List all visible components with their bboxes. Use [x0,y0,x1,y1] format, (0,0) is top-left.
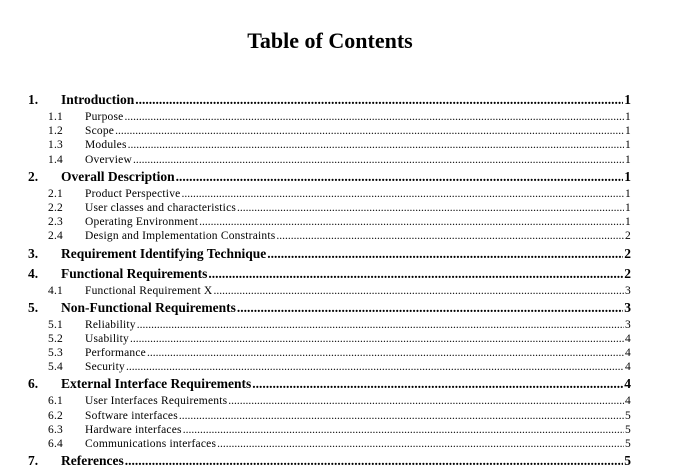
toc-entry-label: Functional Requirements [61,265,208,281]
toc-entry-number: 2.3 [48,216,63,229]
toc-entry-subsection[interactable] [28,319,631,333]
toc-entry-page: 3 [625,284,631,297]
toc-entry-subsection[interactable] [28,202,631,216]
toc-entry-label: User classes and characteristics [85,201,237,214]
toc-entry-subsection[interactable] [28,111,631,125]
toc-entry-section[interactable] [28,300,631,319]
toc-entry-label: Reliability [85,318,136,331]
toc-entry-number: 5.4 [48,361,63,374]
dot-leader [125,453,624,469]
toc-entry-section[interactable] [28,92,631,111]
toc-entry-number: 6.2 [48,409,63,422]
toc-entry-subsection[interactable] [28,395,631,409]
toc-entry-section[interactable] [28,246,631,265]
toc-entry-label: Overview [85,153,132,166]
toc-entry-number: 5.1 [48,318,63,331]
toc-entry-page: 1 [624,168,631,184]
toc-entry-label: Overall Description [61,168,175,184]
toc-entry-page: 1 [625,153,631,166]
toc-entry-label: Hardware interfaces [85,423,182,436]
toc-entry-number: 4.1 [48,284,63,297]
toc-entry-subsection[interactable] [28,154,631,168]
toc-entry-label: Security [85,361,125,374]
toc-entry-section[interactable] [28,453,631,472]
toc-entry-number: 1.3 [48,139,63,152]
dot-leader [135,92,623,108]
toc-entry-label: User Interfaces Requirements [85,395,228,408]
dot-leader [147,347,624,359]
toc-entry-page: 2 [625,230,631,243]
toc-entry-subsection[interactable] [28,230,631,244]
toc-entry-section[interactable] [28,376,631,395]
page-title: Table of Contents [247,28,413,53]
toc-entry-page: 1 [624,92,631,107]
toc-entry-page: 5 [625,438,631,450]
toc-entry-page: 5 [625,409,631,422]
toc-entry-label: Scope [85,125,115,138]
toc-entry-page: 1 [625,201,631,214]
toc-entry-subsection[interactable] [28,333,631,347]
dot-leader [228,395,624,407]
toc-entry-number: 6.3 [48,423,63,436]
table-of-contents [28,91,631,472]
dot-leader [183,424,624,436]
toc-entry-page: 4 [625,347,631,360]
toc-entry-subsection[interactable] [28,216,631,230]
toc-entry-number: 4. [28,265,39,281]
toc-entry-page: 4 [625,332,631,345]
toc-entry-number: 2.2 [48,201,63,214]
toc-entry-number: 2. [28,168,39,184]
toc-entry-subsection[interactable] [28,347,631,361]
toc-entry-section[interactable] [28,169,631,188]
toc-entry-label: Modules [85,139,127,152]
toc-entry-subsection[interactable] [28,438,631,452]
dot-leader [252,376,623,392]
toc-entry-number: 6. [28,376,39,392]
toc-entry-page: 1 [625,125,631,138]
toc-entry-subsection[interactable] [28,424,631,438]
toc-entry-subsection[interactable] [28,125,631,139]
toc-entry-number: 2.1 [48,187,63,200]
toc-entry-label: Software interfaces [85,409,178,422]
dot-leader [128,139,624,151]
toc-entry-page: 5 [624,453,631,469]
toc-entry-number: 5.3 [48,347,63,360]
toc-entry-page: 3 [624,299,631,315]
toc-entry-number: 5. [28,299,39,315]
toc-entry-number: 5.2 [48,332,63,345]
toc-entry-section[interactable] [28,266,631,285]
dot-leader [130,333,624,345]
dot-leader [179,410,624,422]
toc-entry-label: External Interface Requirements [61,376,252,392]
dot-leader [267,246,623,262]
toc-entry-subsection[interactable] [28,188,631,202]
toc-entry-page: 5 [625,423,631,436]
toc-entry-number: 1.4 [48,153,63,166]
toc-entry-number: 7. [28,453,39,469]
toc-entry-label: Non-Functional Requirements [61,299,236,315]
toc-entry-page: 1 [625,187,631,200]
dot-leader [208,266,623,282]
dot-leader [181,188,624,200]
toc-entry-page: 3 [625,318,631,331]
toc-entry-subsection[interactable] [28,410,631,424]
toc-entry-label: Purpose [85,111,124,123]
toc-entry-label: Product Perspective [85,187,181,200]
toc-entry-number: 6.4 [48,438,63,450]
toc-entry-subsection[interactable] [28,139,631,153]
dot-leader [126,361,624,373]
toc-entry-label: Usability [85,332,129,345]
toc-entry-label: References [61,453,124,469]
dot-leader [133,154,624,166]
toc-entry-number: 3. [28,245,39,261]
toc-entry-page: 2 [624,245,631,261]
toc-entry-number: 1.1 [48,111,63,123]
toc-entry-number: 2.4 [48,230,63,243]
toc-entry-label: Design and Implementation Constraints [85,230,276,243]
dot-leader [137,319,624,331]
dot-leader [199,216,624,228]
toc-entry-label: Communications interfaces [85,438,217,450]
dot-leader [115,125,624,137]
dot-leader [124,111,624,123]
toc-entry-label: Introduction [61,92,135,107]
toc-entry-page: 1 [625,139,631,152]
toc-entry-number: 6.1 [48,395,63,408]
toc-entry-page: 2 [624,265,631,281]
dot-leader [237,202,624,214]
toc-entry-page: 1 [625,111,631,123]
toc-entry-label: Functional Requirement X [85,284,213,297]
toc-entry-number: 1.2 [48,125,63,138]
toc-entry-number: 1. [28,92,39,107]
toc-entry-page: 1 [625,216,631,229]
dot-leader [237,300,623,316]
toc-entry-subsection[interactable] [28,285,631,299]
dot-leader [213,285,624,297]
toc-entry-label: Requirement Identifying Technique [61,245,267,261]
toc-entry-page: 4 [624,376,631,392]
dot-leader [176,169,624,185]
toc-entry-subsection[interactable] [28,361,631,375]
dot-leader [217,438,624,450]
toc-entry-page: 4 [625,361,631,374]
dot-leader [276,230,624,242]
toc-entry-page: 4 [625,395,631,408]
toc-entry-label: Performance [85,347,146,360]
toc-entry-label: Operating Environment [85,216,199,229]
